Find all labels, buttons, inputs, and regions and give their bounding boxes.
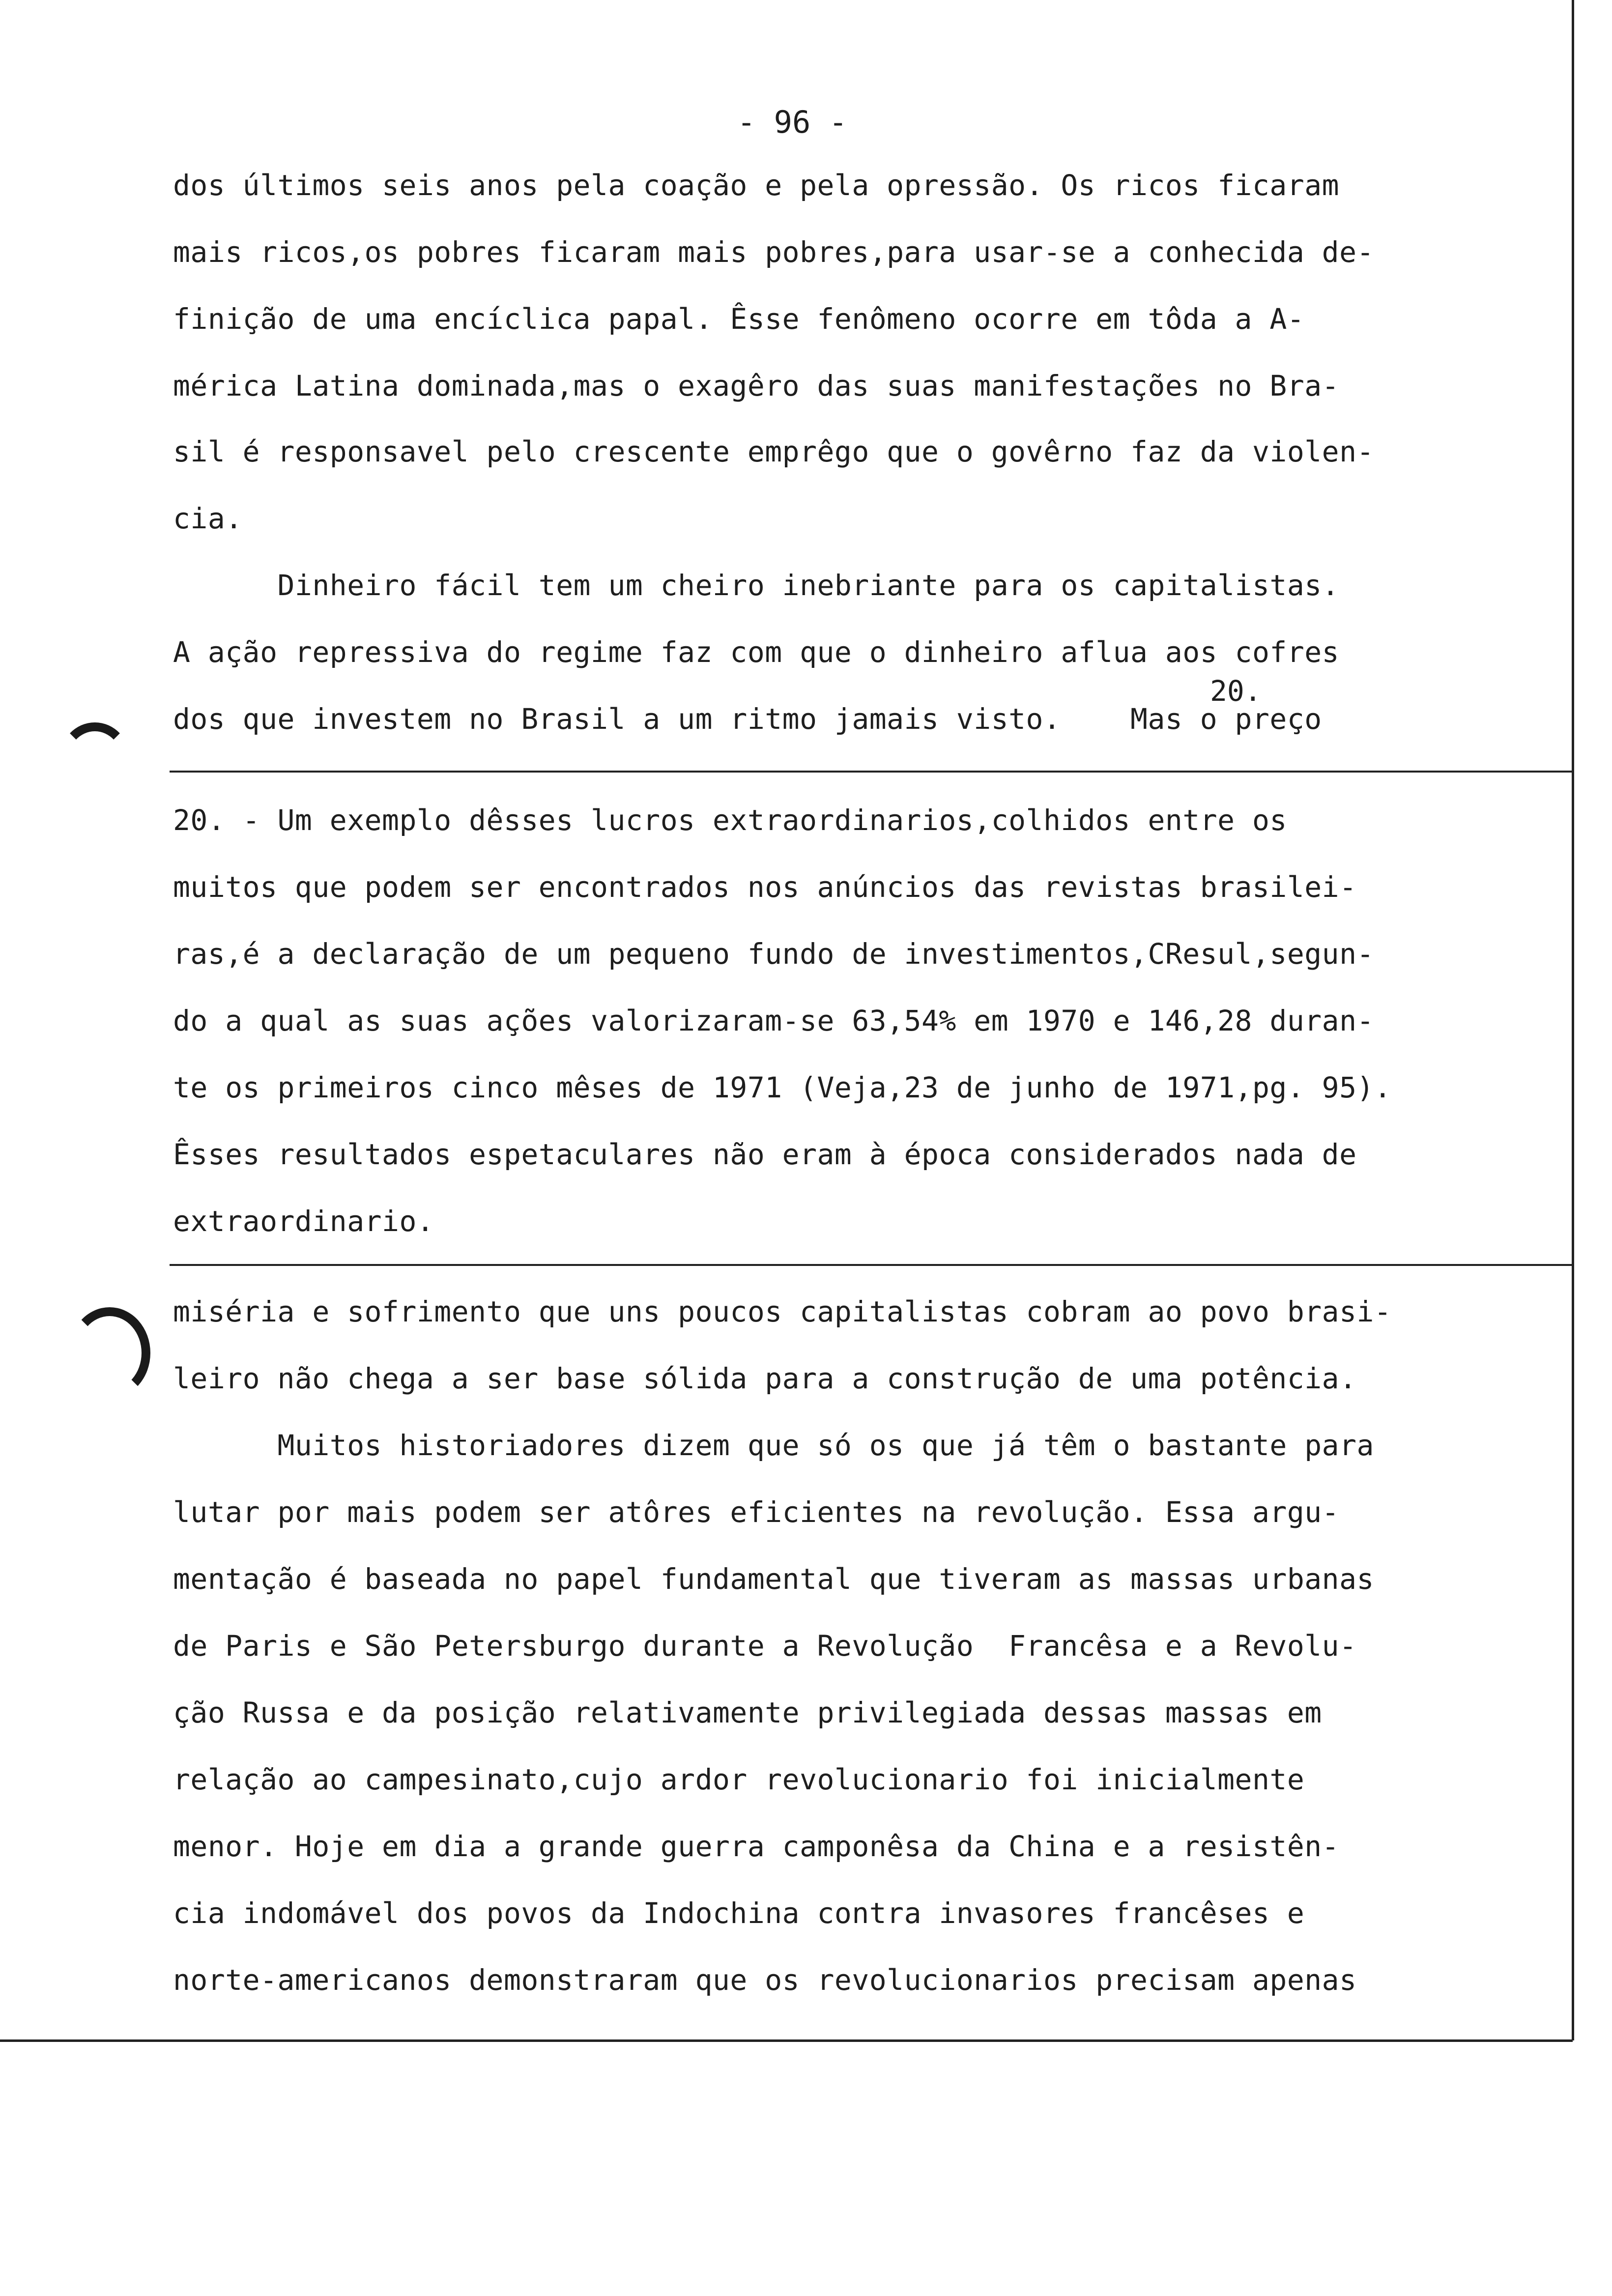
text-line: sil é responsavel pelo crescente emprêgo que o govêrno faz da violen- <box>173 435 1374 468</box>
footnote-line: te os primeiros cinco mêses de 1971 (Veja,23 de junho de 1971,pg. 95). <box>173 1071 1392 1104</box>
text-line: miséria e sofrimento que uns poucos capitalistas cobram ao povo brasi- <box>173 1295 1392 1328</box>
text-line: menor. Hoje em dia a grande guerra camponêsa da China e a resistên- <box>173 1830 1340 1863</box>
text-line: leiro não chega a ser base sólida para a construção de uma potência. <box>173 1362 1357 1395</box>
text-line: mérica Latina dominada,mas o exagêro das suas manifestações no Bra- <box>173 369 1340 402</box>
punch-hole-mark <box>69 1307 150 1399</box>
footnote-line: Êsses resultados espetaculares não eram à época considerados nada de <box>173 1138 1357 1171</box>
text-line: Dinheiro fácil tem um cheiro inebriante para os capitalistas. <box>173 569 1340 602</box>
right-margin-rule <box>1572 0 1574 2040</box>
footnote-line: extraordinario. <box>173 1205 434 1238</box>
text-line: norte-americanos demonstraram que os revolucionarios precisam apenas <box>173 1963 1357 1997</box>
text-line: relação ao campesinato,cujo ardor revolucionario foi inicialmente <box>173 1763 1305 1796</box>
footnote-line: 20. - Um exemplo dêsses lucros extraordinarios,colhidos entre os <box>173 804 1287 837</box>
text-line: A ação repressiva do regime faz com que o dinheiro aflua aos cofres <box>173 635 1340 669</box>
text-line: Muitos historiadores dizem que só os que já têm o bastante para <box>173 1429 1374 1462</box>
punch-hole-mark <box>59 722 131 799</box>
text-line: lutar por mais podem ser atôres eficientes na revolução. Essa argu- <box>173 1495 1340 1529</box>
text-line: mais ricos,os pobres ficaram mais pobres,para usar-se a conhecida de- <box>173 235 1374 269</box>
footnote-reference: 20. <box>1210 674 1262 708</box>
page-bottom-rule <box>0 2039 1573 2042</box>
text-line: ção Russa e da posição relativamente privilegiada dessas massas em <box>173 1696 1322 1729</box>
footnote-line: ras,é a declaração de um pequeno fundo de investimentos,CResul,segun- <box>173 937 1374 971</box>
text-line: finição de uma encíclica papal. Êsse fenômeno ocorre em tôda a A- <box>173 302 1305 336</box>
text-line: dos que investem no Brasil a um ritmo jamais visto. Mas o preço <box>173 702 1322 736</box>
text-line: cia. <box>173 502 243 535</box>
text-line: cia indomável dos povos da Indochina contra invasores francêses e <box>173 1896 1305 1930</box>
page-number: - 96 - <box>737 104 847 140</box>
footnote-line: muitos que podem ser encontrados nos anúncios das revistas brasilei- <box>173 870 1357 904</box>
footnote-bottom-rule <box>170 1264 1573 1266</box>
footnote-top-rule <box>170 771 1573 773</box>
text-line: de Paris e São Petersburgo durante a Revolução Francêsa e a Revolu- <box>173 1629 1357 1663</box>
text-line: dos últimos seis anos pela coação e pela opressão. Os ricos ficaram <box>173 169 1340 202</box>
text-line: mentação é baseada no papel fundamental que tiveram as massas urbanas <box>173 1562 1374 1596</box>
footnote-line: do a qual as suas ações valorizaram-se 63,54% em 1970 e 146,28 duran- <box>173 1004 1374 1037</box>
